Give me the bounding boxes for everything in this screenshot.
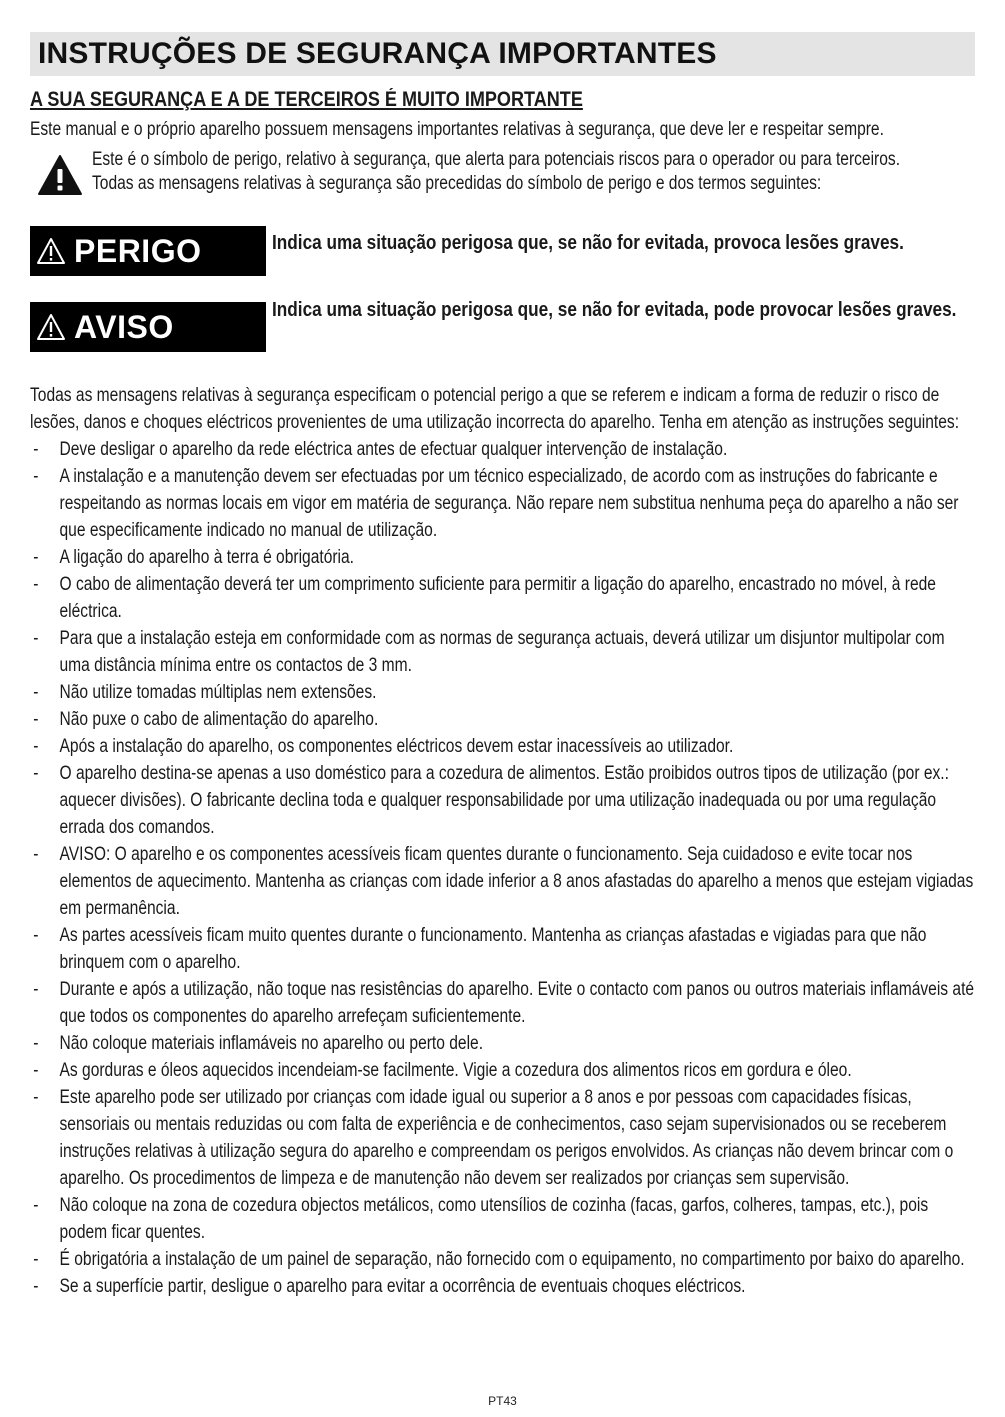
list-item: - O cabo de alimentação deverá ter um comprimento suficiente para permitir a ligação do aparelho, encastrado no móvel, à rede eléctrica. xyxy=(33,574,936,622)
warning-description-text: Indica uma situação perigosa que, se não for evitada, pode provocar lesões graves. xyxy=(272,299,957,321)
symbol-line-1: Este é o símbolo de perigo, relativo à segurança, que alerta para potenciais riscos para o operador ou para terceiros. xyxy=(92,149,901,170)
list-item: - Se a superfície partir, desligue o aparelho para evitar a ocorrência de eventuais choques eléctricos. xyxy=(33,1276,746,1297)
list-item: - As gorduras e óleos aquecidos incendeiam-se facilmente. Vigie a cozedura dos alimentos ricos em gordura e óleo. xyxy=(33,1060,852,1081)
warning-label-box xyxy=(30,302,266,352)
list-item: - Não coloque materiais inflamáveis no aparelho ou perto dele. xyxy=(33,1033,484,1054)
list-item: - Este aparelho pode ser utilizado por crianças com idade igual ou superior a 8 anos e por pessoas com capacidades físicas, sensoriais ou mentais reduzidas ou com falta de experiência e de conhecimentos, caso sejam supervisionados ou se receberem instruções relativas à utilização segura do aparelho e compreendam os perigos envolvidos. As crianças não devem brincar com o aparelho. Os procedimentos de limpeza e de manutenção não devem ser realizados por crianças sem supervisão. xyxy=(33,1087,954,1189)
warning-outline-icon xyxy=(36,237,66,265)
intro-text: Este manual e o próprio aparelho possuem mensagens importantes relativas à segurança, que deve ler e respeitar sempre. xyxy=(30,119,884,140)
safety-rules-list xyxy=(30,436,975,1300)
list-item: - A instalação e a manutenção devem ser efectuadas por um técnico especializado, de acordo com as instruções do fabricante e respeitando as normas locais em vigor em matéria de segurança. Não repare nem substitua nenhuma peça do aparelho a não ser que especificamente indicado no manual de utilização. xyxy=(33,466,959,541)
safety-page xyxy=(30,32,975,1300)
warning-triangle-icon xyxy=(36,152,84,200)
page-title: INSTRUÇÕES DE SEGURANÇA IMPORTANTES xyxy=(38,37,717,70)
list-item: - A ligação do aparelho à terra é obrigatória. xyxy=(33,547,355,568)
signal-row-warning xyxy=(30,298,975,352)
safety-body xyxy=(30,382,975,1300)
list-item: - Deve desligar o aparelho da rede eléctrica antes de efectuar qualquer intervenção de instalação. xyxy=(33,439,728,460)
list-item: - O aparelho destina-se apenas a uso doméstico para a cozedura de alimentos. Estão proibidos outros tipos de utilização (por ex.: aquecer divisões). O fabricante declina toda e qualquer responsabilidade por uma utilização inadequada ou por uma regulação errada dos comandos. xyxy=(33,763,949,838)
safety-intro-paragraph: Todas as mensagens relativas à segurança especificam o potencial perigo a que se referem e indicam a forma de reduzir o risco de lesões, danos e choques eléctricos provenientes de uma utilização incorrecta do aparelho. Tenha em atenção as instruções seguintes: xyxy=(30,385,960,433)
list-item: - Não puxe o cabo de alimentação do aparelho. xyxy=(33,709,379,730)
title-bar xyxy=(30,32,975,76)
list-item: - Após a instalação do aparelho, os componentes eléctricos devem estar inacessíveis ao utilizador. xyxy=(33,736,734,757)
warning-description xyxy=(272,298,972,322)
danger-description-text: Indica uma situação perigosa que, se não for evitada, provoca lesões graves. xyxy=(272,232,904,254)
danger-label-box xyxy=(30,226,266,276)
danger-word: PERIGO xyxy=(74,232,202,269)
list-item: - É obrigatória a instalação de um painel de separação, não fornecido com o equipamento, no compartimento por baixo do aparelho. xyxy=(33,1249,965,1270)
danger-description xyxy=(272,231,972,255)
section-subtitle: A SUA SEGURANÇA E A DE TERCEIROS É MUITO IMPORTANTE xyxy=(30,88,583,111)
list-item: - AVISO: O aparelho e os componentes acessíveis ficam quentes durante o funcionamento. Seja cuidadoso e evite tocar nos elementos de aquecimento. Mantenha as crianças com idade inferior a 8 anos afastadas do aparelho a menos que estejam vigiadas em permanência. xyxy=(33,844,974,919)
danger-symbol-row xyxy=(30,148,975,200)
symbol-explanation xyxy=(92,148,900,200)
safety-body-wrap xyxy=(30,382,975,1300)
list-item: - Não coloque na zona de cozedura objectos metálicos, como utensílios de cozinha (facas, garfos, colheres, tampas, etc.), pois podem ficar quentes. xyxy=(33,1195,929,1243)
symbol-line-2: Todas as mensagens relativas à segurança são precedidas do símbolo de perigo e dos termos seguintes: xyxy=(92,173,822,194)
page-number: PT43 xyxy=(488,1394,517,1408)
warning-word: AVISO xyxy=(74,308,174,345)
list-item: - As partes acessíveis ficam muito quentes durante o funcionamento. Mantenha as crianças afastadas e vigiadas para que não brinquem com o aparelho. xyxy=(33,925,927,973)
list-item: - Não utilize tomadas múltiplas nem extensões. xyxy=(33,682,377,703)
list-item: - Durante e após a utilização, não toque nas resistências do aparelho. Evite o contacto com panos ou outros materiais inflamáveis até que todos os componentes do aparelho arrefeçam suficientemente. xyxy=(33,979,975,1027)
list-item: - Para que a instalação esteja em conformidade com as normas de segurança actuais, deverá utilizar um disjuntor multipolar com uma distância mínima entre os contactos de 3 mm. xyxy=(33,628,945,676)
warning-outline-icon xyxy=(36,313,66,341)
signal-row-danger xyxy=(30,226,975,276)
